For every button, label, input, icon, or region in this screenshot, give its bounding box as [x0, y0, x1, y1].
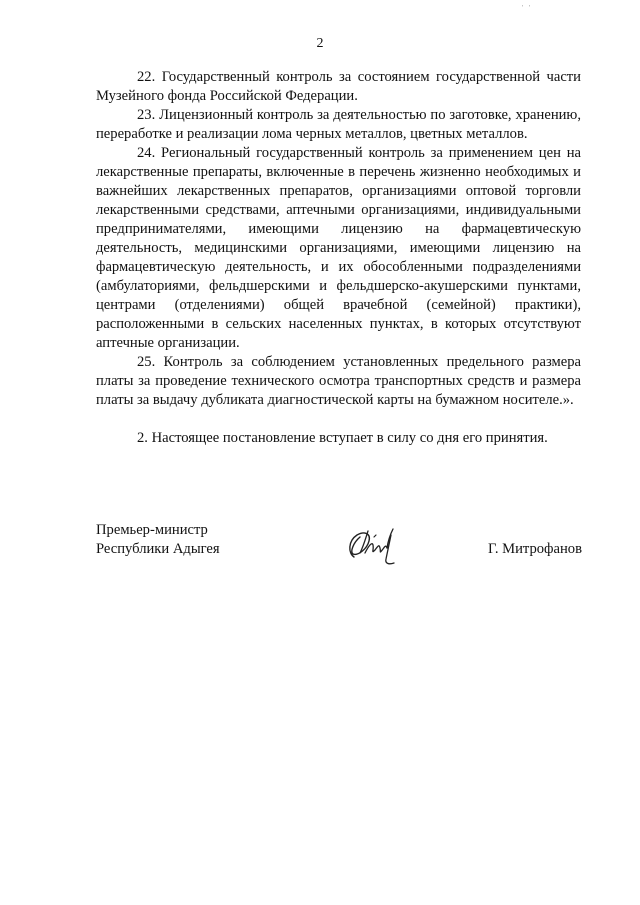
corner-mark: ' ': [522, 4, 533, 12]
page-number: 2: [316, 36, 324, 51]
signature-block: [96, 521, 582, 581]
paragraph-25: 25. Контроль за соблюдением установленных предельного размера платы за проведение технического осмотра транспортных средств и размера платы за выдачу дубликата диагностической карты на бумажном носителе.».: [96, 354, 581, 408]
position-line-1: Премьер-министр: [96, 522, 208, 538]
handwritten-signature: [344, 523, 402, 569]
effective-date-paragraph: 2. Настоящее постановление вступает в силу со дня его принятия.: [137, 430, 548, 446]
paragraph-22: 22. Государственный контроль за состоянием государственной части Музейного фонда Российской Федерации.: [96, 69, 581, 104]
position-line-2: Республики Адыгея: [96, 541, 220, 557]
paragraph-24: 24. Региональный государственный контроль за применением цен на лекарственные препараты, включенные в перечень жизненно необходимых и важнейших лекарственных препаратов, организациями оптовой торговли лекарственными средствами, аптечными организациями, индивидуальными предпринимателями, имеющими лицензию на фармацевтическую деятельность, медицинскими организациями, имеющими лицензию на фармацевтическую деятельность, и их обособленными подразделениями (амбулаториями, фельдшерскими и фельдшерско-акушерскими пунктами, центрами (отделениями) общей врачебной (семейной) практики), расположенными в сельских населенных пунктах, в которых отсутствуют аптечные организации.: [96, 145, 581, 351]
paragraph-23: 23. Лицензионный контроль за деятельностью по заготовке, хранению, переработке и реализации лома черных металлов, цветных металлов.: [96, 107, 581, 142]
signatory-name: Г. Митрофанов: [488, 541, 582, 557]
document-body: [96, 68, 581, 448]
signatory-position: [96, 521, 220, 559]
